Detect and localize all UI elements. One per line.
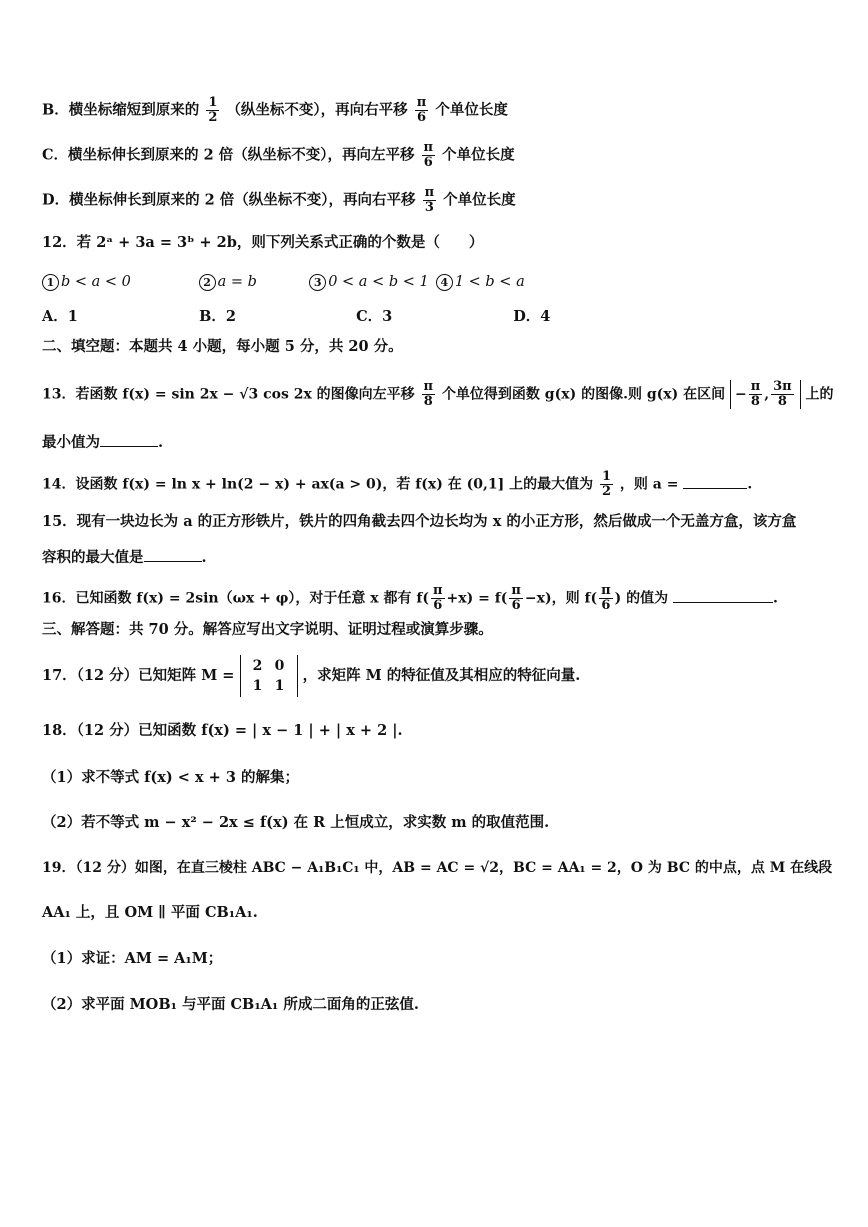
answer-d: D．4 [513,308,551,325]
question-15-line2: 容积的最大值是 . [42,549,207,566]
q14-part1: 14．设函数 f(x) = ln x + ln(2 − x) + ax(a > 0)，若 f(x) 在 (0,1] 上的最大值为 [42,476,594,493]
circled-number: 4 [436,274,453,291]
question-15-line1: 15．现有一块边长为 a 的正方形铁片，铁片的四角截去四个边长均为 x 的小正方形，然后做成一个无盖方盒，该方盒 [42,513,797,530]
question-19-part1: （1）求证：AM = A₁M； [42,950,223,967]
choice-2: a = b [217,274,257,290]
question-19-part2: （2）求平面 MOB₁ 与平面 CB₁A₁ 所成二面角的正弦值. [42,996,419,1013]
choice-3: 0 < a < b < 1 [328,274,429,290]
question-12-stem: 12．若 2ᵃ + 3a = 3ᵇ + 2b，则下列关系式正确的个数是（ ） [42,234,484,251]
option-11-c [42,141,838,170]
matrix-m: 2 0 1 1 [240,655,298,697]
question-19-line2: AA₁ 上，且 OM ∥ 平面 CB₁A₁. [42,904,258,921]
fraction: $\frac{\pi}{3}$ [424,185,435,215]
answer-blank[interactable] [100,432,158,447]
question-13-line2: 最小值为 . [42,434,164,451]
question-14: 14．设函数 f(x) = ln x + ln(2 − x) + ax(a > 0)，若 f(x) 在 (0,1] 上的最大值为 $\frac{1}{2}$ ，则 a = . [42,469,753,499]
option-d-tail: 个单位长度 [443,191,516,209]
question-16: 16．已知函数 f(x) = 2sin（ωx + φ），对于任意 x 都有 f( $\frac{\pi}{6}$ +x) = f( $\frac{\pi}{6}$ −x)，则 f( $\frac{\pi}{6}$ ) 的值为 . [42,583,778,613]
option-11-d [42,186,838,215]
question-13-line1 [42,380,838,409]
fraction: $\frac{\pi}{6}$ [511,583,521,613]
fraction: $\frac{1}{2}$ [602,469,612,499]
circled-number: 2 [199,274,216,291]
circled-number: 3 [309,274,326,291]
q13-part3: 上的 [805,386,834,403]
answer-blank[interactable] [673,588,773,603]
q13-part2: 个单位得到函数 g(x) 的图像.则 g(x) 在区间 [441,386,726,403]
answer-blank[interactable] [683,474,747,489]
fraction: $\frac{\pi}{8}$ [423,379,434,409]
option-b-mid: （纵坐标不变），再向右平移 [226,101,408,119]
section-heading-3: 三、解答题：共 70 分。解答应写出文字说明、证明过程或演算步骤。 [42,621,493,638]
option-d-label: D．横坐标伸长到原来的 2 倍（纵坐标不变），再向右平移 [42,191,416,209]
question-12-choices [42,271,838,293]
question-17: 17．（12 分）已知矩阵 M = 2 0 1 1 ，求矩阵 M 的特征值及其相应的特征向量. [42,654,838,698]
question-19-line1: 19．（12 分）如图，在直三棱柱 ABC − A₁B₁C₁ 中，AB = AC = √2，BC = AA₁ = 2，O 为 BC 的中点，点 M 在线段 [42,860,833,876]
question-18-part2: （2）若不等式 m − x² − 2x ≤ f(x) 在 R 上恒成立，求实数 m 的取值范围. [42,814,550,831]
fraction: $\frac{\pi}{6}$ [601,583,611,613]
option-11-b [42,96,838,125]
answer-a: A．1 [42,308,78,325]
option-b-tail: 个单位长度 [435,101,508,119]
question-18-part1: （1）求不等式 f(x) < x + 3 的解集； [42,769,300,786]
option-c-tail: 个单位长度 [442,146,515,164]
fraction: $\frac{\pi}{6}$ [423,140,434,170]
option-b-label: B．横坐标缩短到原来的 [42,101,200,119]
section-heading-2: 二、填空题：本题共 4 小题，每小题 5 分，共 20 分。 [42,338,403,355]
fraction: $\frac{1}{2}$ [208,95,218,125]
interval-bracket: − $\frac{\pi}{8}$ , $\frac{3\pi}{8}$ [730,380,801,409]
answer-c: C．3 [356,308,393,325]
q13-line2: 最小值为 [42,434,100,451]
q14-part2: ，则 a = [619,476,679,493]
circled-number: 1 [42,274,59,291]
question-12-answers [42,306,838,328]
fraction: $\frac{\pi}{6}$ [416,95,427,125]
option-c-label: C．横坐标伸长到原来的 2 倍（纵坐标不变），再向左平移 [42,146,415,164]
fraction: $\frac{\pi}{6}$ [433,583,443,613]
choice-4: 1 < b < a [454,274,525,290]
answer-b: B．2 [199,308,236,325]
answer-blank[interactable] [144,547,202,562]
choice-1: b < a < 0 [61,274,131,290]
question-18-stem: 18．（12 分）已知函数 f(x) = | x − 1 | + | x + 2 |. [42,722,403,739]
q13-part1: 13．若函数 f(x) = sin 2x − √3 cos 2x 的图像向左平移 [42,386,415,403]
